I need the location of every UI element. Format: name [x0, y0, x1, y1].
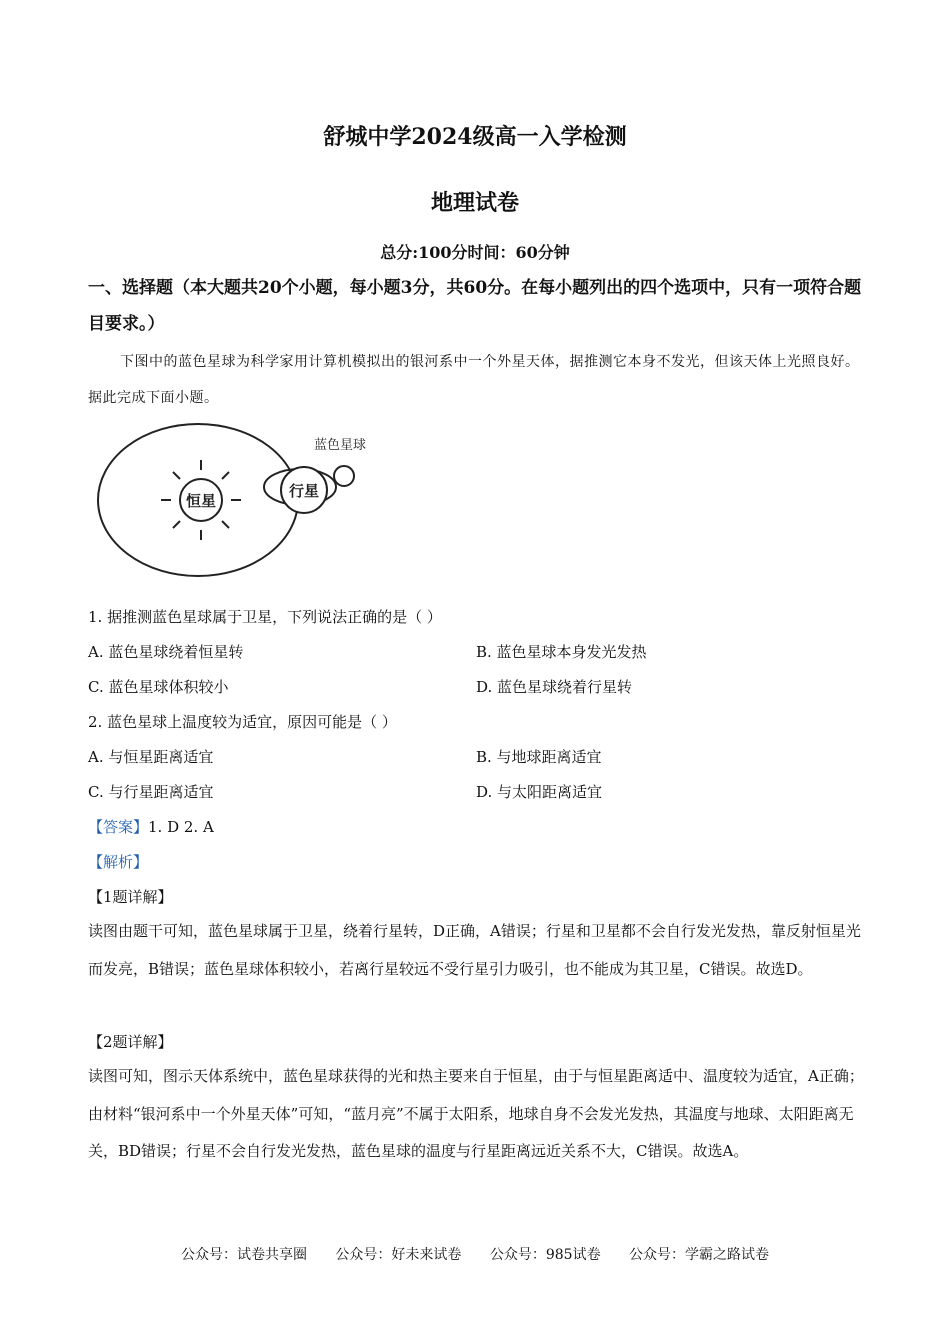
footer [0, 1244, 950, 1264]
exam-title: 舒城中学2024级高一入学检测 [323, 124, 627, 150]
footer-item: 公众号：985试卷 [489, 1247, 601, 1263]
answer-label: 【答案】 [88, 818, 149, 836]
blue-planet-icon [334, 466, 354, 486]
section-heading: 一、选择题（本大题共20个小题，每小题3分，共60分。在每小题列出的四个选项中，只有一项符合题目要求。） [88, 278, 862, 334]
answer-text: 1. D 2. A [148, 818, 214, 836]
footer-item: 公众号：试卷共享圈 [180, 1247, 307, 1263]
question-1-stem: 1. 据推测蓝色星球属于卫星，下列说法正确的是（ ） [88, 608, 442, 626]
footer-item: 公众号：学霸之路试卷 [629, 1247, 770, 1263]
footer-item: 公众号：好未来试卷 [335, 1247, 462, 1263]
question-1-option-c: C. 蓝色星球体积较小 [88, 678, 229, 696]
question-2-stem: 2. 蓝色星球上温度较为适宜，原因可能是（ ） [88, 713, 397, 731]
planet-label: 行星 [288, 482, 320, 500]
question-1-option-b: B. 蓝色星球本身发光发热 [476, 643, 647, 661]
blue-planet-label: 蓝色星球 [314, 438, 367, 453]
material-intro: 下图中的蓝色星球为科学家用计算机模拟出的银河系中一个外星天体，据推测它本身不发光，但该天体上光照良好。据此完成下面小题。 [88, 354, 860, 406]
score-info: 总分:100分时间：60分钟 [380, 243, 570, 262]
q2-detail-label: 【2题详解】 [88, 1033, 173, 1051]
answer-line [88, 816, 214, 837]
analysis-label: 【解析】 [88, 853, 149, 871]
q2-detail-text: 读图可知，图示天体系统中，蓝色星球获得的光和热主要来自于恒星，由于与恒星距离适中、温度较为适宜，A正确；由材料“银河系中一个外星天体”可知，“蓝月亮”不属于太阳系，地球自身不会发光发热，其温度与地球、太阳距离无关，BD错误；行星不会自行发光发热，蓝色星球的温度与行星距离远近关系不大，C错误。故选A。 [88, 1067, 864, 1160]
question-2-option-d: D. 与太阳距离适宜 [476, 783, 603, 801]
q1-detail-label: 【1题详解】 [88, 888, 173, 906]
subject-title: 地理试卷 [430, 190, 519, 216]
question-1-option-d: D. 蓝色星球绕着行星转 [476, 678, 633, 696]
star-label: 恒星 [185, 492, 217, 510]
question-2-option-b: B. 与地球距离适宜 [476, 748, 602, 766]
question-2-option-c: C. 与行星距离适宜 [88, 783, 214, 801]
orbit-diagram [88, 420, 388, 600]
question-2-option-a: A. 与恒星距离适宜 [88, 748, 214, 766]
q1-detail-text: 读图由题干可知，蓝色星球属于卫星，绕着行星转，D正确，A错误；行星和卫星都不会自行发光发热，靠反射恒星光而发亮，B错误；蓝色星球体积较小，若离行星较远不受行星引力吸引，也不能成为其卫星，C错误。故选D。 [88, 922, 861, 978]
question-1-option-a: A. 蓝色星球绕着恒星转 [88, 643, 244, 661]
